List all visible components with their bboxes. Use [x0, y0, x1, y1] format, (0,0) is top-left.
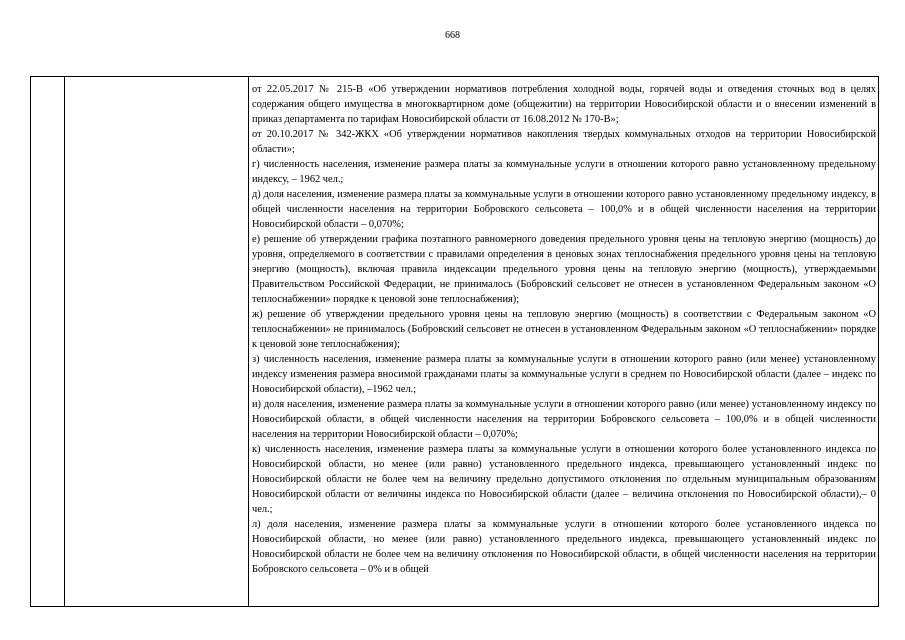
paragraph: и) доля населения, изменение размера платы за коммунальные услуги в отношении которого равно (или менее) установленному индексу по Новосибирской области, в общей численности населения на территории Бобровского сельсовета – 100,0% и в общей численности населения на территории Новосибирской области – 0,070%;	[252, 399, 876, 440]
paragraph: з) численность населения, изменение размера платы за коммунальные услуги в отношении которого равно (или менее) установленному индексу изменения размера вносимой гражданами платы за коммунальные услуги в среднем по Новосибирской области (далее – индекс по Новосибирской области), –1962 чел.;	[252, 354, 876, 395]
document-table	[30, 76, 879, 607]
paragraph: ж) решение об утверждении предельного уровня цены на тепловую энергию (мощность) в соответствии с Федеральным законом «О теплоснабжении» не принималось (Бобровский сельсовет не отнесен в установленном Федеральным законом «О теплоснабжении» порядке к ценовой зоне теплоснабжения);	[252, 309, 876, 350]
paragraph: л) доля населения, изменение размера платы за коммунальные услуги в отношении которого более установленного индекса по Новосибирской области, но менее (или равно) установленного предельного индекса, превышающего установленный индекс по Новосибирской области не более чем на величину отклонения по Новосибирской области, в общей численности населения на территории Бобровского сельсовета – 0% и в общей	[252, 519, 876, 575]
paragraph: к) численность населения, изменение размера платы за коммунальные услуги в отношении которого более установленного индекса по Новосибирской области, но менее (или равно) установленного предельного индекса, превышающего установленный индекс по Новосибирской области не более чем на величину предельно допустимого отклонения по отдельным муниципальным образованиям Новосибирской области от величины индекса по Новосибирской области (далее – величина отклонения по Новосибирской области),– 0 чел.;	[252, 444, 876, 515]
paragraph: от 20.10.2017 № 342-ЖКХ «Об утверждении нормативов накопления твердых коммунальных отходов на территории Новосибирской области»;	[252, 129, 876, 155]
column-divider-1	[64, 77, 65, 606]
paragraph: е) решение об утверждении графика поэтапного равномерного доведения предельного уровня цены на тепловую энергию (мощность) до уровня, определяемого в соответствии с правилами определения в ценовых зонах теплоснабжения предельного уровня цены на тепловую энергию (мощность), включая правила индексации предельного уровня цены на тепловую энергию (мощность), утверждаемыми Правительством Российской Федерации, не принималось (Бобровский сельсовет не отнесен в установленном Федеральным законом «О теплоснабжении» порядке к ценовой зоне теплоснабжения);	[252, 234, 876, 305]
paragraph: г) численность населения, изменение размера платы за коммунальные услуги в отношении которого равно установленному предельному индексу, – 1962 чел.;	[252, 159, 876, 185]
page-number: 668	[445, 30, 460, 41]
column-divider-2	[248, 77, 249, 606]
table-cell-text	[252, 82, 876, 577]
paragraph: д) доля населения, изменение размера платы за коммунальные услуги в отношении которого равно установленному предельному индексу, в общей численности населения на территории Бобровского сельсовета – 100,0% и в общей численности населения на территории Новосибирской области – 0,070%;	[252, 189, 876, 230]
paragraph: от 22.05.2017 № 215-В «Об утверждении нормативов потребления холодной воды, горячей воды и отведения сточных вод в целях содержания общего имущества в многоквартирном доме (общежитии) на территории Новосибирской области и о внесении изменений в приказ департамента по тарифам Новосибирской области от 16.08.2012 № 170-В»;	[252, 84, 876, 125]
